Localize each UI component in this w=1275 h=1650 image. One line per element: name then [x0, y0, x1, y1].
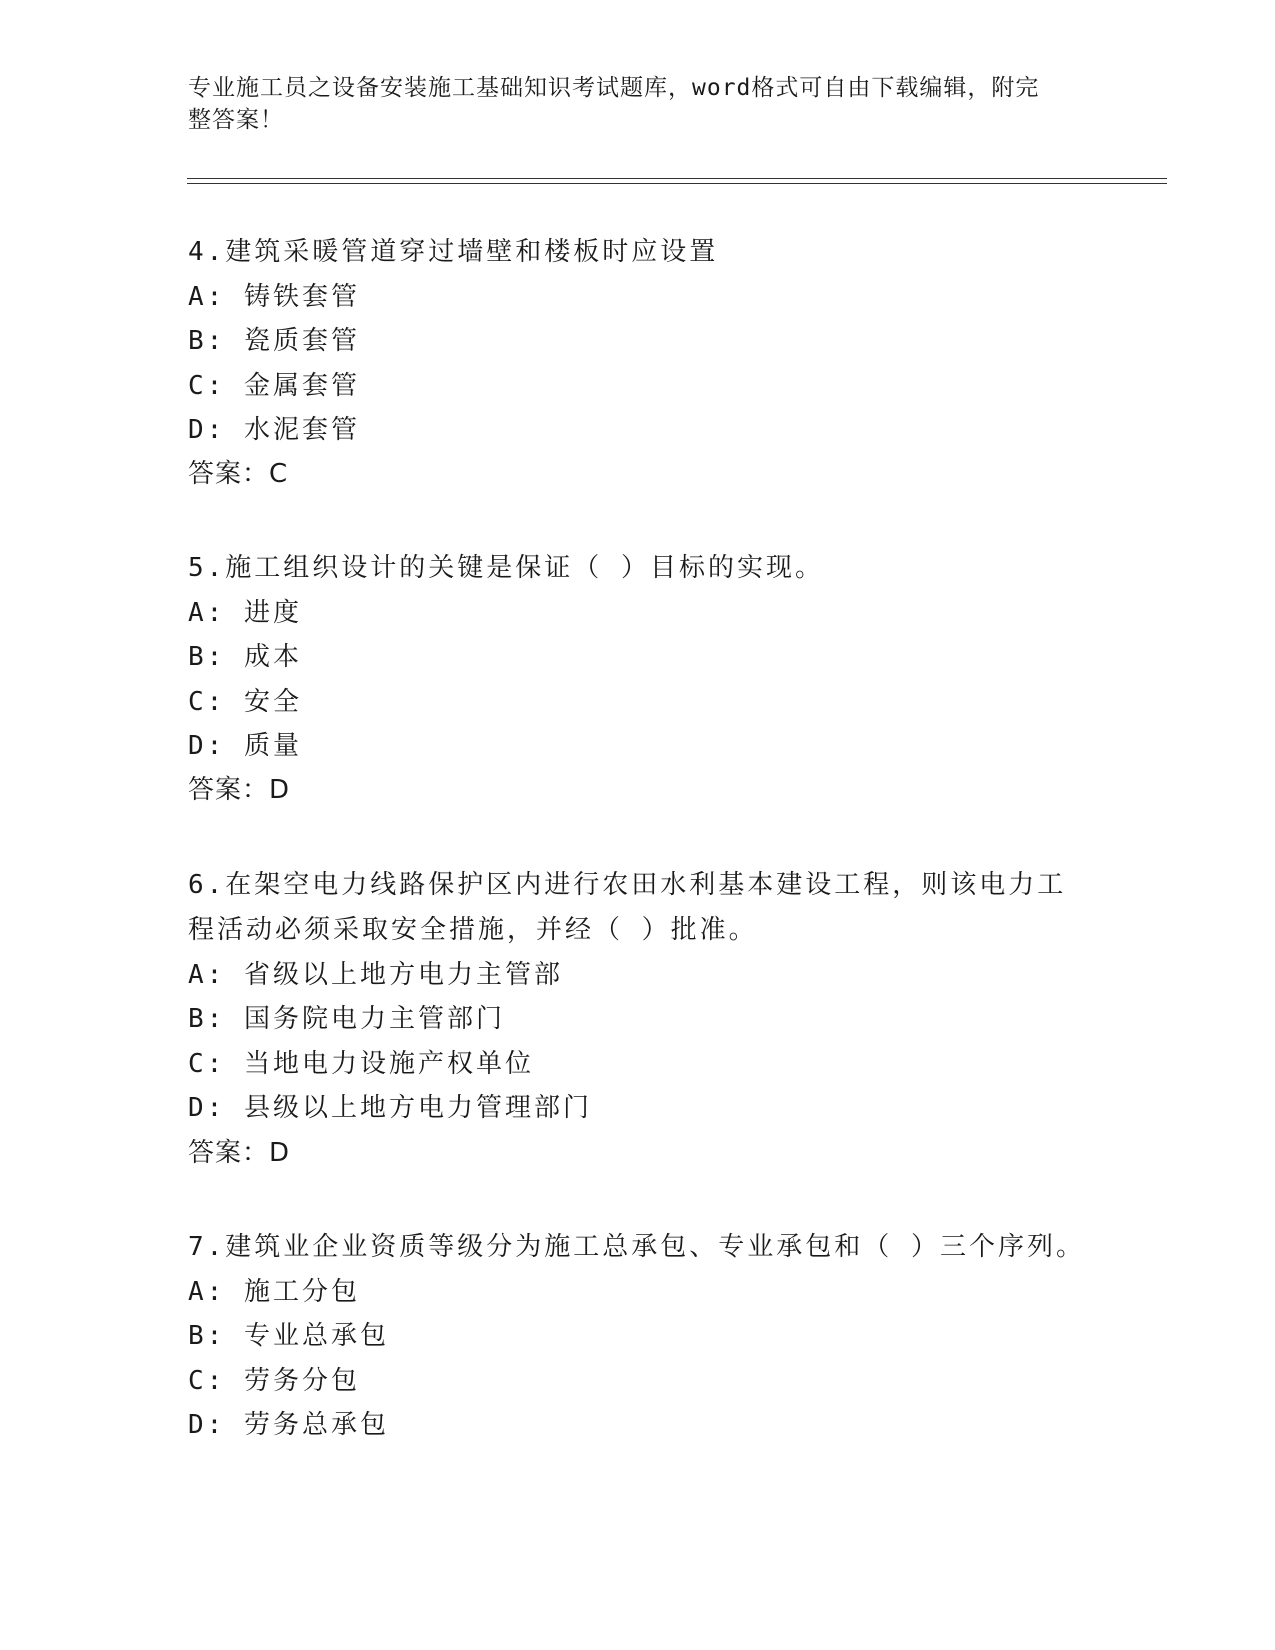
header-line-1: 专业施工员之设备安装施工基础知识考试题库，word格式可自由下载编辑，附完	[188, 75, 1040, 101]
question-7-option-d: D: 劳务总承包	[188, 1410, 389, 1440]
question-5-option-c: C: 安全	[188, 687, 302, 717]
question-7-stem: 7.建筑业企业资质等级分为施工总承包、专业承包和（ ）三个序列。	[188, 1232, 1085, 1262]
header-line-2: 整答案！	[188, 107, 284, 133]
question-5-answer: 答案：D	[188, 775, 291, 805]
header-rule-top	[187, 178, 1167, 179]
question-6-option-a: A: 省级以上地方电力主管部	[188, 960, 563, 990]
question-5-option-a: A: 进度	[188, 598, 302, 628]
question-4-option-a: A: 铸铁套管	[188, 282, 360, 312]
question-4-option-c: C: 金属套管	[188, 371, 360, 401]
question-5-option-d: D: 质量	[188, 731, 302, 761]
question-4-option-b: B: 瓷质套管	[188, 326, 360, 356]
question-7-option-c: C: 劳务分包	[188, 1366, 360, 1396]
question-7-option-a: A: 施工分包	[188, 1277, 360, 1307]
question-6-stem-line-2: 程活动必须采取安全措施，并经（ ）批准。	[188, 915, 758, 945]
question-5-option-b: B: 成本	[188, 642, 302, 672]
header-rule-bottom	[187, 183, 1167, 184]
question-4-stem: 4.建筑采暖管道穿过墙壁和楼板时应设置	[188, 237, 719, 267]
question-6-option-c: C: 当地电力设施产权单位	[188, 1049, 534, 1079]
question-4-option-d: D: 水泥套管	[188, 415, 360, 445]
question-5-stem: 5.施工组织设计的关键是保证（ ）目标的实现。	[188, 553, 824, 583]
question-4-answer: 答案：C	[188, 459, 289, 489]
question-6-option-d: D: 县级以上地方电力管理部门	[188, 1093, 592, 1123]
question-7-option-b: B: 专业总承包	[188, 1321, 389, 1351]
document-header	[188, 72, 1068, 136]
question-6-answer: 答案：D	[188, 1138, 291, 1168]
question-6-option-b: B: 国务院电力主管部门	[188, 1004, 505, 1034]
question-6-stem-line-1: 6.在架空电力线路保护区内进行农田水利基本建设工程，则该电力工	[188, 870, 1067, 900]
